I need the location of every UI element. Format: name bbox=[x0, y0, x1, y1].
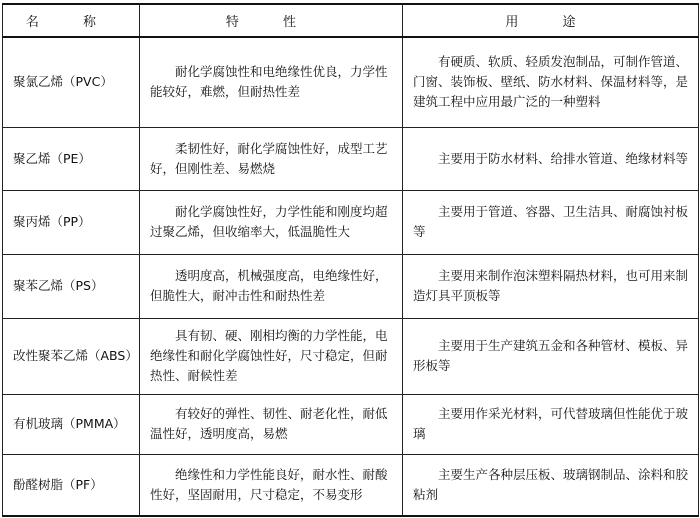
property-text: 具有韧、硬、刚相均衡的力学性能，电绝缘性和耐化学腐蚀性好，尺寸稳定，但耐热性、耐候性差 bbox=[150, 328, 388, 383]
use-text: 主要用于防水材料、给排水管道、绝缘材料等 bbox=[438, 150, 689, 166]
table-header bbox=[3, 4, 699, 37]
material-name: 聚丙烯（PP） bbox=[13, 214, 91, 229]
header-row bbox=[3, 4, 699, 37]
property-text: 透明度高，机械强度高，电绝缘性好，但脆性大，耐冲击性和耐热性差 bbox=[150, 268, 388, 303]
property-text: 耐化学腐蚀性好，力学性能和刚度均超过聚乙烯，但收缩率大，低温脆性大 bbox=[150, 204, 388, 239]
material-name: 酚醛树脂（PF） bbox=[13, 476, 103, 492]
table-row bbox=[3, 190, 699, 254]
property-cell bbox=[140, 394, 403, 454]
table-row bbox=[3, 127, 699, 190]
material-name: 聚苯乙烯（PS） bbox=[13, 278, 104, 293]
table-row bbox=[3, 254, 699, 318]
table-row bbox=[3, 37, 699, 127]
use-cell bbox=[403, 37, 699, 127]
use-cell bbox=[403, 318, 699, 394]
use-cell bbox=[403, 394, 699, 454]
property-text: 有较好的弹性、韧性、耐老化性，耐低温性好，透明度高，易燃 bbox=[150, 406, 388, 441]
use-cell bbox=[403, 190, 699, 254]
header-property: 特 性 bbox=[140, 4, 403, 37]
material-name-cell bbox=[3, 127, 140, 190]
property-cell bbox=[140, 318, 403, 394]
property-cell bbox=[140, 190, 403, 254]
use-cell bbox=[403, 127, 699, 190]
property-text: 柔韧性好，耐化学腐蚀性好，成型工艺好，但刚性差、易燃烧 bbox=[150, 140, 388, 176]
material-name: 聚氯乙烯（PVC） bbox=[13, 74, 113, 90]
use-text: 主要用于管道、容器、卫生洁具、耐腐蚀衬板等 bbox=[413, 204, 689, 239]
material-name: 聚乙烯（PE） bbox=[13, 150, 91, 166]
use-text: 有硬质、软质、轻质发泡制品，可制作管道、门窗、装饰板、壁纸、防水材料、保温材料等，是建筑工程中应用最广泛的一种塑料 bbox=[413, 54, 689, 110]
property-cell bbox=[140, 454, 403, 516]
property-cell bbox=[140, 127, 403, 190]
material-name-cell bbox=[3, 190, 140, 254]
use-cell bbox=[403, 254, 699, 318]
table-row bbox=[3, 318, 699, 394]
material-name: 有机玻璃（PMMA） bbox=[13, 416, 126, 431]
use-text: 主要用来制作泡沫塑料隔热材料，也可用来制造灯具平顶板等 bbox=[413, 268, 689, 303]
use-cell bbox=[403, 454, 699, 516]
material-name-cell bbox=[3, 454, 140, 516]
use-text: 主要用于生产建筑五金和各种管材、模板、异形板等 bbox=[413, 338, 689, 373]
material-name-cell bbox=[3, 37, 140, 127]
header-use: 用 途 bbox=[403, 4, 699, 37]
material-name-cell bbox=[3, 394, 140, 454]
table-body bbox=[3, 37, 699, 516]
property-text: 绝缘性和力学性能良好，耐水性、耐酸性好，坚固耐用，尺寸稳定，不易变形 bbox=[150, 466, 388, 502]
table-row bbox=[3, 454, 699, 516]
plastics-properties-table bbox=[2, 3, 699, 517]
use-text: 主要生产各种层压板、玻璃钢制品、涂料和胶粘剂 bbox=[413, 466, 689, 502]
property-cell bbox=[140, 254, 403, 318]
use-text: 主要用作采光材料，可代替玻璃但性能优于玻璃 bbox=[413, 406, 689, 441]
property-cell bbox=[140, 37, 403, 127]
material-name: 改性聚苯乙烯（ABS） bbox=[13, 348, 138, 363]
material-name-cell bbox=[3, 254, 140, 318]
header-name: 名 称 bbox=[3, 4, 140, 37]
property-text: 耐化学腐蚀性和电绝缘性优良，力学性能较好，难燃，但耐热性差 bbox=[150, 64, 388, 100]
table-row bbox=[3, 394, 699, 454]
material-name-cell bbox=[3, 318, 140, 394]
